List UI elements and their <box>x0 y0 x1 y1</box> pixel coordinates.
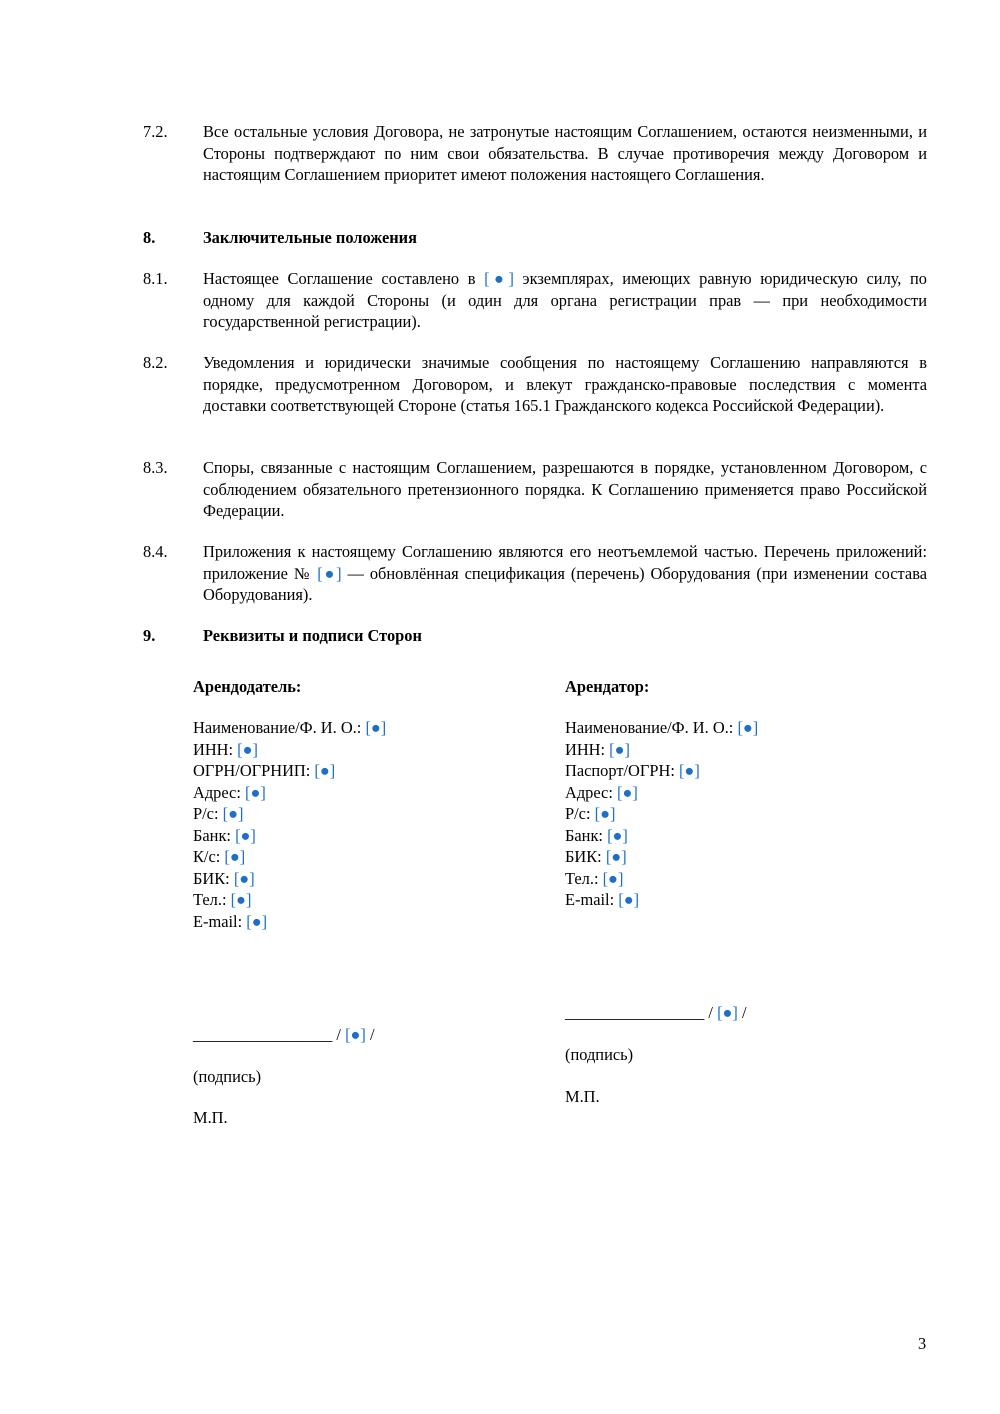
clause-text: Все остальные условия Договора, не затронутые настоящим Соглашением, остаются неизменными, и Стороны подтверждают по ним свои обязательства. В случае противоречия между Договором и настоящим Соглашением приоритет имеют положения настоящего Соглашения. <box>203 122 927 184</box>
lessor-title: Арендодатель: <box>193 677 302 696</box>
requisite-label: E-mail: <box>565 890 619 909</box>
section-title: Реквизиты и подписи Сторон <box>203 626 422 645</box>
lessor-signature-line[interactable] <box>193 1024 375 1046</box>
requisite-label: Банк: <box>565 825 608 845</box>
signature-tail: / <box>365 1025 375 1044</box>
placeholder[interactable]: [●] <box>235 825 256 845</box>
requisite-label: Адрес: <box>193 782 245 802</box>
requisite-field <box>193 717 523 739</box>
lessee-requisites <box>565 717 895 911</box>
clause-text <box>203 541 927 606</box>
placeholder[interactable]: [●] <box>484 269 514 288</box>
requisite-field <box>193 846 523 868</box>
lessee-title: Арендатор: <box>565 677 650 696</box>
requisite-field <box>565 760 895 782</box>
placeholder[interactable]: [●] <box>230 890 252 909</box>
requisite-field <box>193 803 523 825</box>
clause-8-2 <box>143 352 927 417</box>
requisite-field <box>193 782 523 804</box>
requisite-label: Банк: <box>193 825 236 845</box>
clause-8-1 <box>143 268 927 333</box>
requisite-label: БИК: <box>193 868 234 888</box>
section-number: 9. <box>143 626 156 645</box>
lessor-signature-caption: (подпись) <box>193 1067 262 1086</box>
placeholder[interactable]: [●] <box>717 1003 738 1022</box>
lessee-signature-line[interactable] <box>565 1002 747 1024</box>
clause-text: Споры, связанные с настоящим Соглашением, разрешаются в порядке, установленном Договором, с соблюдением обязательного претензионного порядка. К Соглашению применяется право Российской Федерации. <box>203 458 927 520</box>
lessor-stamp-label: М.П. <box>193 1108 228 1127</box>
requisite-field <box>565 825 895 847</box>
placeholder[interactable]: [●] <box>365 718 387 737</box>
requisite-label: Наименование/Ф. И. О.: <box>565 718 738 737</box>
clause-number: 8.4. <box>143 542 168 561</box>
lessee-stamp-label: М.П. <box>565 1087 600 1106</box>
clause-text: Уведомления и юридически значимые сообщения по настоящему Соглашению направляются в порядке, предусмотренном Договором, и влекут гражданско-правовые последствия с момента доставки соответствующей Стороне (статья 165.1 Гражданского кодекса Российской Федерации). <box>203 353 927 415</box>
placeholder[interactable]: [●] <box>737 718 759 737</box>
clause-7-2 <box>143 121 927 186</box>
requisite-label: К/с: <box>193 847 225 866</box>
clause-text <box>203 268 927 333</box>
placeholder[interactable]: [●] <box>317 563 342 583</box>
section-8-heading <box>143 227 927 249</box>
requisite-label: БИК: <box>565 847 606 866</box>
requisite-label: Тел.: <box>193 890 231 909</box>
placeholder[interactable]: [●] <box>678 761 700 780</box>
section-number: 8. <box>143 228 156 247</box>
requisite-label: Наименование/Ф. И. О.: <box>193 718 366 737</box>
requisite-label: Адрес: <box>565 782 617 802</box>
requisite-field <box>193 868 523 890</box>
placeholder[interactable]: [●] <box>609 739 630 759</box>
requisite-field <box>565 717 895 739</box>
clause-8-3 <box>143 457 927 522</box>
clause-text-part: — обновлённая спецификация (перечень) Оборудования (при изменении состава Оборудования). <box>203 563 927 604</box>
placeholder[interactable]: [●] <box>345 1025 366 1044</box>
placeholder[interactable]: [●] <box>237 739 258 759</box>
placeholder[interactable]: [●] <box>605 847 627 866</box>
requisite-label: Паспорт/ОГРН: <box>565 761 679 780</box>
lessee-signature-caption: (подпись) <box>565 1045 634 1064</box>
placeholder[interactable]: [●] <box>246 911 268 931</box>
clause-8-4 <box>143 541 927 606</box>
placeholder[interactable]: [●] <box>618 890 640 909</box>
requisite-label: Р/с: <box>565 804 595 823</box>
placeholder[interactable]: [●] <box>224 847 246 866</box>
requisite-label: E-mail: <box>193 911 247 931</box>
requisite-field <box>193 911 523 933</box>
section-title: Заключительные положения <box>203 228 417 247</box>
clause-number: 8.3. <box>143 458 168 477</box>
requisite-label: Р/с: <box>193 804 223 823</box>
clause-number: 8.1. <box>143 269 168 288</box>
requisite-field <box>565 846 895 868</box>
placeholder[interactable]: [●] <box>314 761 336 780</box>
signature-tail: / <box>737 1003 747 1022</box>
clause-text-part: экземплярах, имеющих равную юридическую силу, по одному для каждой Стороны (и один для органа регистрации прав — при необходимости государственной регистрации). <box>203 269 927 331</box>
placeholder[interactable]: [●] <box>233 868 255 888</box>
placeholder[interactable]: [●] <box>244 782 266 802</box>
placeholder[interactable]: [●] <box>607 825 628 845</box>
clause-number: 8.2. <box>143 353 168 372</box>
requisite-field <box>193 825 523 847</box>
requisite-field <box>565 868 895 890</box>
requisite-label: ОГРН/ОГРНИП: <box>193 761 315 780</box>
signature-underline: _________________ / <box>193 1025 346 1044</box>
signature-underline: _________________ / <box>565 1003 718 1022</box>
clause-text-part: Приложения к настоящему Соглашению являются его неотъемлемой частью. Перечень приложений: приложение № <box>203 542 927 583</box>
requisite-label: Тел.: <box>565 868 603 888</box>
requisite-field <box>565 782 895 804</box>
clause-text-part: Настоящее Соглашение составлено в <box>203 269 485 288</box>
placeholder[interactable]: [●] <box>222 804 244 823</box>
page-number: 3 <box>918 1334 927 1353</box>
requisite-field <box>193 739 523 761</box>
placeholder[interactable]: [●] <box>602 868 624 888</box>
clause-number: 7.2. <box>143 122 168 141</box>
placeholder[interactable]: [●] <box>616 782 638 802</box>
requisite-field <box>193 760 523 782</box>
requisite-field <box>565 803 895 825</box>
requisite-label: ИНН: <box>193 739 238 759</box>
lessor-requisites <box>193 717 523 932</box>
placeholder[interactable]: [●] <box>594 804 616 823</box>
requisite-field <box>565 739 895 761</box>
requisite-field <box>193 889 523 911</box>
requisite-label: ИНН: <box>565 739 610 759</box>
requisite-field <box>565 889 895 911</box>
section-9-heading <box>143 625 927 647</box>
